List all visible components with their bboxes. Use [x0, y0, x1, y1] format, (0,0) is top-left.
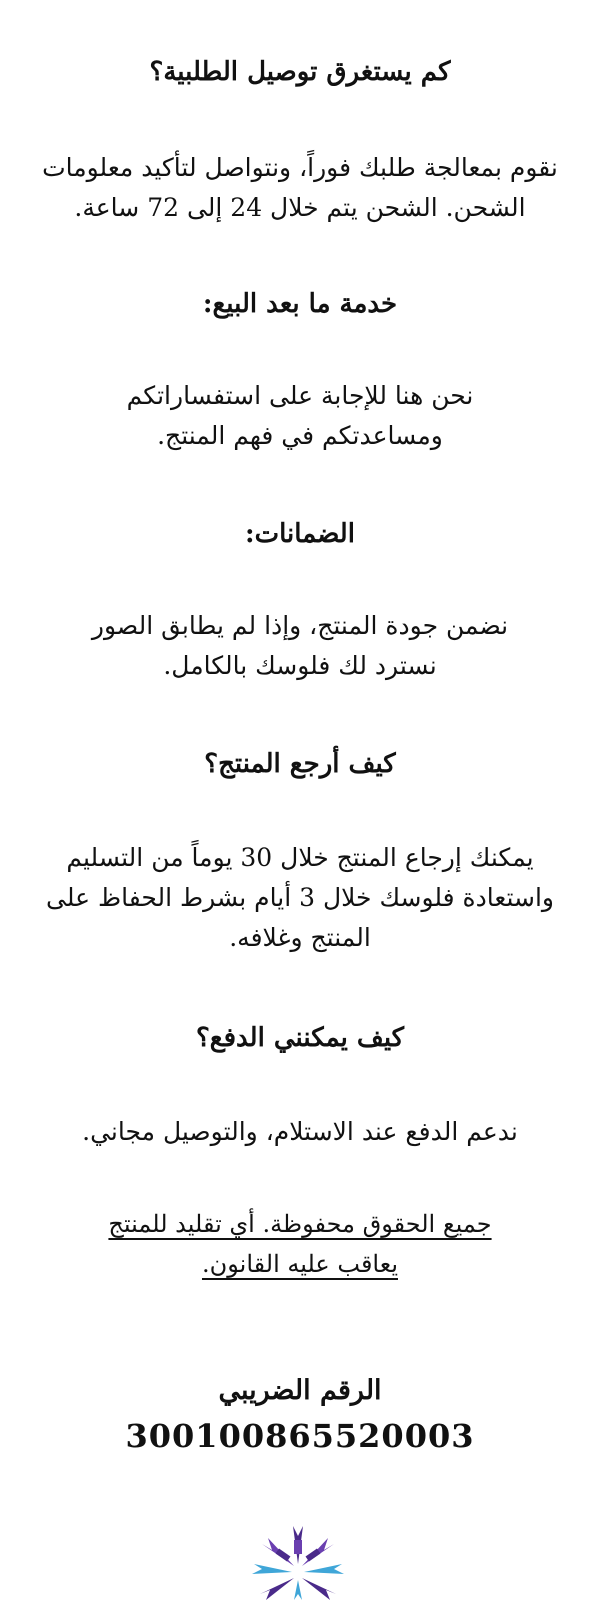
guarantees-heading: الضمانات:: [245, 519, 355, 549]
guarantees-line-2: نسترد لك فلوسك بالكامل.: [163, 651, 437, 680]
after-sales-line-1: نحن هنا للإجابة على استفساراتكم: [126, 381, 474, 410]
delivery-time-heading: كم يستغرق توصيل الطلبية؟: [149, 57, 451, 87]
payment-heading: كيف يمكنني الدفع؟: [195, 1023, 405, 1053]
returns-line-1: يمكنك إرجاع المنتج خلال 30 يوماً من التسليم: [66, 843, 534, 872]
starburst-logo-icon: [248, 1524, 348, 1600]
copyright-notice: [20, 1204, 580, 1284]
payment-text: ندعم الدفع عند الاستلام، والتوصيل مجاني.: [82, 1117, 518, 1146]
copyright-line-2: يعاقب عليه القانون.: [201, 1250, 398, 1278]
returns-text: [20, 838, 580, 958]
returns-heading: كيف أرجع المنتج؟: [204, 749, 396, 779]
after-sales-heading: خدمة ما بعد البيع:: [202, 289, 398, 319]
tax-number-value: 300100865520003: [125, 1417, 475, 1455]
after-sales-line-2: ومساعدتكم في فهم المنتج.: [157, 421, 443, 450]
after-sales-text: [20, 376, 580, 456]
delivery-time-text: نقوم بمعالجة طلبك فوراً، ونتواصل لتأكيد معلومات الشحن. الشحن يتم خلال 24 إلى 72 ساعة.: [42, 153, 558, 222]
returns-line-3: المنتج وغلافه.: [229, 923, 371, 952]
copyright-line-1: جميع الحقوق محفوظة. أي تقليد للمنتج: [108, 1210, 492, 1238]
returns-line-2: واستعادة فلوسك خلال 3 أيام بشرط الحفاظ على: [46, 883, 554, 912]
guarantees-text: [20, 606, 580, 686]
logo-graphic: [248, 1524, 348, 1600]
tax-number-label: الرقم الضريبي: [218, 1375, 382, 1406]
guarantees-line-1: نضمن جودة المنتج، وإذا لم يطابق الصور: [91, 611, 509, 640]
logo-rays: [252, 1526, 344, 1600]
